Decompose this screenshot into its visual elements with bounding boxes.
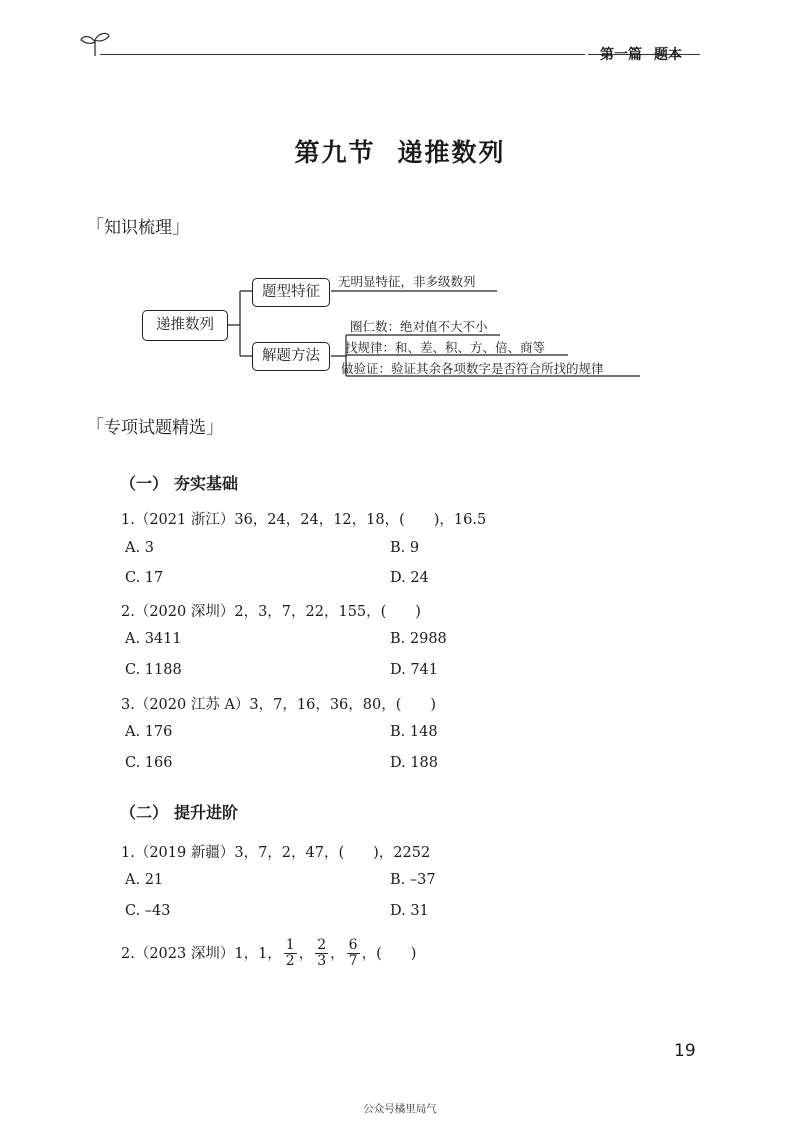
mindmap-leaf: 无明显特征，非多级数列 — [338, 274, 476, 289]
option-d: D. 741 — [390, 662, 439, 678]
option-d: D. 188 — [390, 755, 439, 771]
bracket-close: 」 — [206, 417, 224, 438]
mindmap-root: 递推数列 — [142, 310, 228, 341]
knowledge-heading-label: 知识梳理 — [104, 218, 172, 238]
group-heading — [120, 800, 238, 823]
fraction-numerator: 1 — [285, 937, 295, 953]
stem-suffix: ( ) — [376, 945, 417, 962]
separator: ， — [361, 945, 377, 962]
mindmap-type-feature: 题型特征 — [252, 278, 330, 307]
stem-prefix: 2.（2023 深圳）1，1， — [121, 945, 282, 962]
separator: ， — [298, 945, 314, 962]
group-number: （一） — [120, 474, 169, 493]
fraction — [315, 938, 328, 970]
section-topic: 递推数列 — [397, 138, 506, 167]
group-name: 提升进阶 — [174, 803, 239, 822]
bracket-close: 」 — [172, 217, 190, 238]
option-c: C. 17 — [125, 570, 164, 586]
option-b: B. 2988 — [390, 631, 447, 647]
mindmap-method: 解题方法 — [252, 342, 330, 371]
fraction — [347, 938, 360, 970]
mindmap-leaf: 找规律：和、差、积、方、倍、商等 — [345, 340, 546, 355]
watermark: 公众号橘里局气 — [363, 1103, 437, 1115]
question-stem: 1.（2021 浙江）36，24，24，12，18，( )，16.5 — [121, 512, 487, 528]
fraction-numerator: 6 — [348, 937, 358, 953]
bracket-open: 「 — [86, 217, 104, 238]
option-d: D. 24 — [390, 570, 429, 586]
question-stem-with-fractions — [121, 938, 416, 970]
bracket-open: 「 — [86, 417, 104, 438]
option-a: A. 176 — [125, 724, 173, 740]
option-b: B. 9 — [390, 540, 420, 556]
question-stem: 1.（2019 新疆）3，7，2，47，( )，2252 — [121, 845, 431, 861]
running-head-book: 题本 — [654, 47, 682, 63]
option-a: A. 21 — [125, 872, 164, 888]
option-b: B. 148 — [390, 724, 438, 740]
mindmap-connectors — [0, 0, 800, 420]
group-number: （二） — [120, 803, 169, 822]
option-c: C. 1188 — [125, 662, 182, 678]
fraction-denominator: 7 — [348, 953, 358, 970]
option-c: C. –43 — [125, 903, 171, 919]
fraction-denominator: 3 — [317, 953, 327, 970]
question-stem: 3.（2020 江苏 A）3，7，16，36，80，( ) — [121, 697, 437, 713]
option-c: C. 166 — [125, 755, 173, 771]
running-head-part: 第一篇 — [600, 47, 642, 63]
practice-heading-label: 专项试题精选 — [104, 418, 206, 438]
option-d: D. 31 — [390, 903, 429, 919]
fraction-numerator: 2 — [317, 937, 327, 953]
question-stem: 2.（2020 深圳）2，3，7，22，155，( ) — [121, 604, 421, 620]
option-a: A. 3 — [125, 540, 154, 556]
practice-heading — [86, 413, 224, 439]
fraction — [284, 938, 297, 970]
page-number: 19 — [674, 1041, 696, 1061]
group-name: 夯实基础 — [174, 474, 239, 493]
mindmap-leaf: 做验证：验证其余各项数字是否符合所找的规律 — [341, 361, 604, 376]
option-b: B. –37 — [390, 872, 436, 888]
option-a: A. 3411 — [125, 631, 182, 647]
separator: ， — [330, 945, 345, 962]
group-heading — [120, 471, 238, 494]
section-number: 第九节 — [294, 138, 376, 167]
mindmap-leaf: 圈仁数：绝对值不大不小 — [350, 319, 488, 334]
fraction-denominator: 2 — [285, 953, 295, 970]
